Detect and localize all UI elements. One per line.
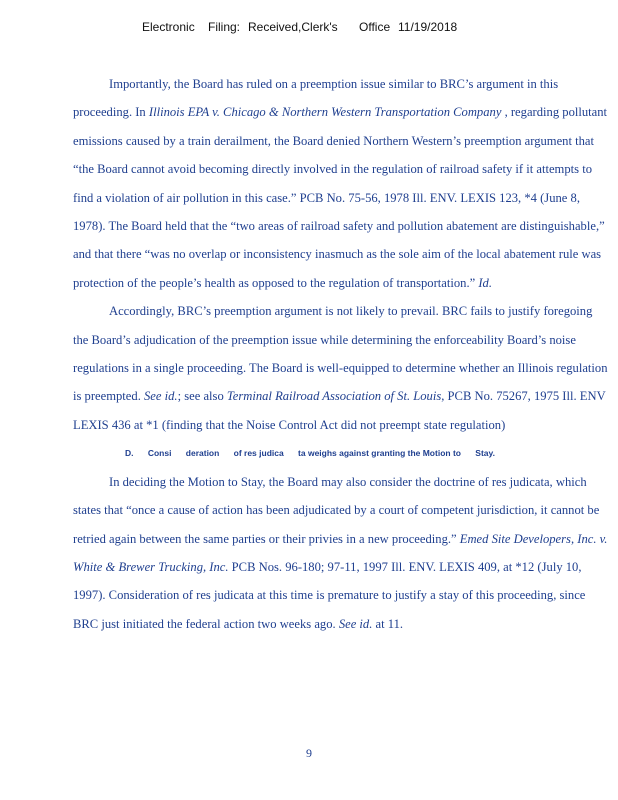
header-filing: Filing:: [208, 20, 241, 34]
document-body: [73, 70, 609, 638]
heading-word-1: Consi: [147, 448, 172, 459]
paragraph-preemption-precedent: [73, 70, 609, 297]
p1-text-b: , regarding pollutant emissions caused by a train derailment, the Board denied Northern Western’s preemption argument that “the Board cannot avoid becoming directly involved in the regulation of railroad safety if it attempts to find a violation of air pollution in this case.” PCB No. 75-56, 1978 Ill. ENV. LEXIS 123, *4 (June 8, 1978). The Board held that the “two areas of railroad safety and pollution abatement are distinguishable,” and that there “was no overlap or inconsistency inasmuch as the sole aim of the local abatement rule was protection of the people’s health as opposed to the regulation of transportation.”: [73, 105, 608, 290]
p1-id-citation: Id.: [478, 275, 492, 290]
heading-word-5: Stay.: [475, 448, 495, 459]
p1-text-a: Importantly, the Board has ruled on a preemption issue similar to BRC’s argument in this proceeding. In: [73, 77, 559, 120]
paragraph-res-judicata: [73, 468, 609, 638]
p3-text-b: PCB Nos. 96-180; 97-11, 1997 Ill. ENV. LEXIS 409, at *12 (July 10, 1997). Consideration of res judicata at this time is premature to justify a stay of this proceeding, since BRC just initiated the federal action two weeks ago.: [73, 559, 586, 631]
p1-case-citation: Illinois EPA v. Chicago & Northern Western Transportation Company: [148, 105, 502, 120]
filing-header: [0, 20, 618, 36]
heading-word-2: deration: [185, 448, 220, 459]
p2-text-c: , PCB No. 75267, 1975 Ill. ENV LEXIS 436 at *1 (finding that the Noise Control Act did not preempt state regulation): [73, 389, 606, 432]
paragraph-preemption-conclusion: [73, 297, 609, 439]
p3-text-a: In deciding the Motion to Stay, the Board may also consider the doctrine of res judicata, which states that “once a cause of action has been adjudicated by a court of competent jurisdiction, it cannot be retried again between the same parties or their privies in a new proceeding.”: [73, 474, 600, 546]
page-number: 9: [306, 746, 312, 760]
p2-case-citation: Terminal Railroad Association of St. Louis: [226, 389, 442, 404]
header-electronic: Electronic: [142, 20, 195, 34]
header-received: Received,Clerk's: [248, 20, 338, 34]
heading-word-4: ta weighs against granting the Motion to: [298, 448, 461, 459]
section-heading-d: [73, 439, 609, 467]
header-date: 11/19/2018: [398, 20, 458, 34]
heading-letter: D.: [125, 448, 134, 459]
p2-see-id: See id.: [144, 389, 178, 404]
header-office: Office: [359, 20, 391, 34]
p3-see-id: See id.: [338, 616, 373, 631]
p2-text-a: Accordingly, BRC’s preemption argument is not likely to prevail. BRC fails to justify foregoing the Board’s adjudication of the preemption issue while determining the enforceability Board’s noise regulations in a single proceeding. The Board is well-equipped to determine whether an Illinois regulation is preempted.: [73, 304, 608, 404]
p3-text-c: at 11.: [372, 616, 404, 631]
heading-word-3: of res judica: [233, 448, 284, 459]
p3-case-citation: Emed Site Developers, Inc. v. White & Brewer Trucking, Inc.: [73, 531, 608, 574]
p2-text-b: ; see also: [177, 389, 227, 404]
